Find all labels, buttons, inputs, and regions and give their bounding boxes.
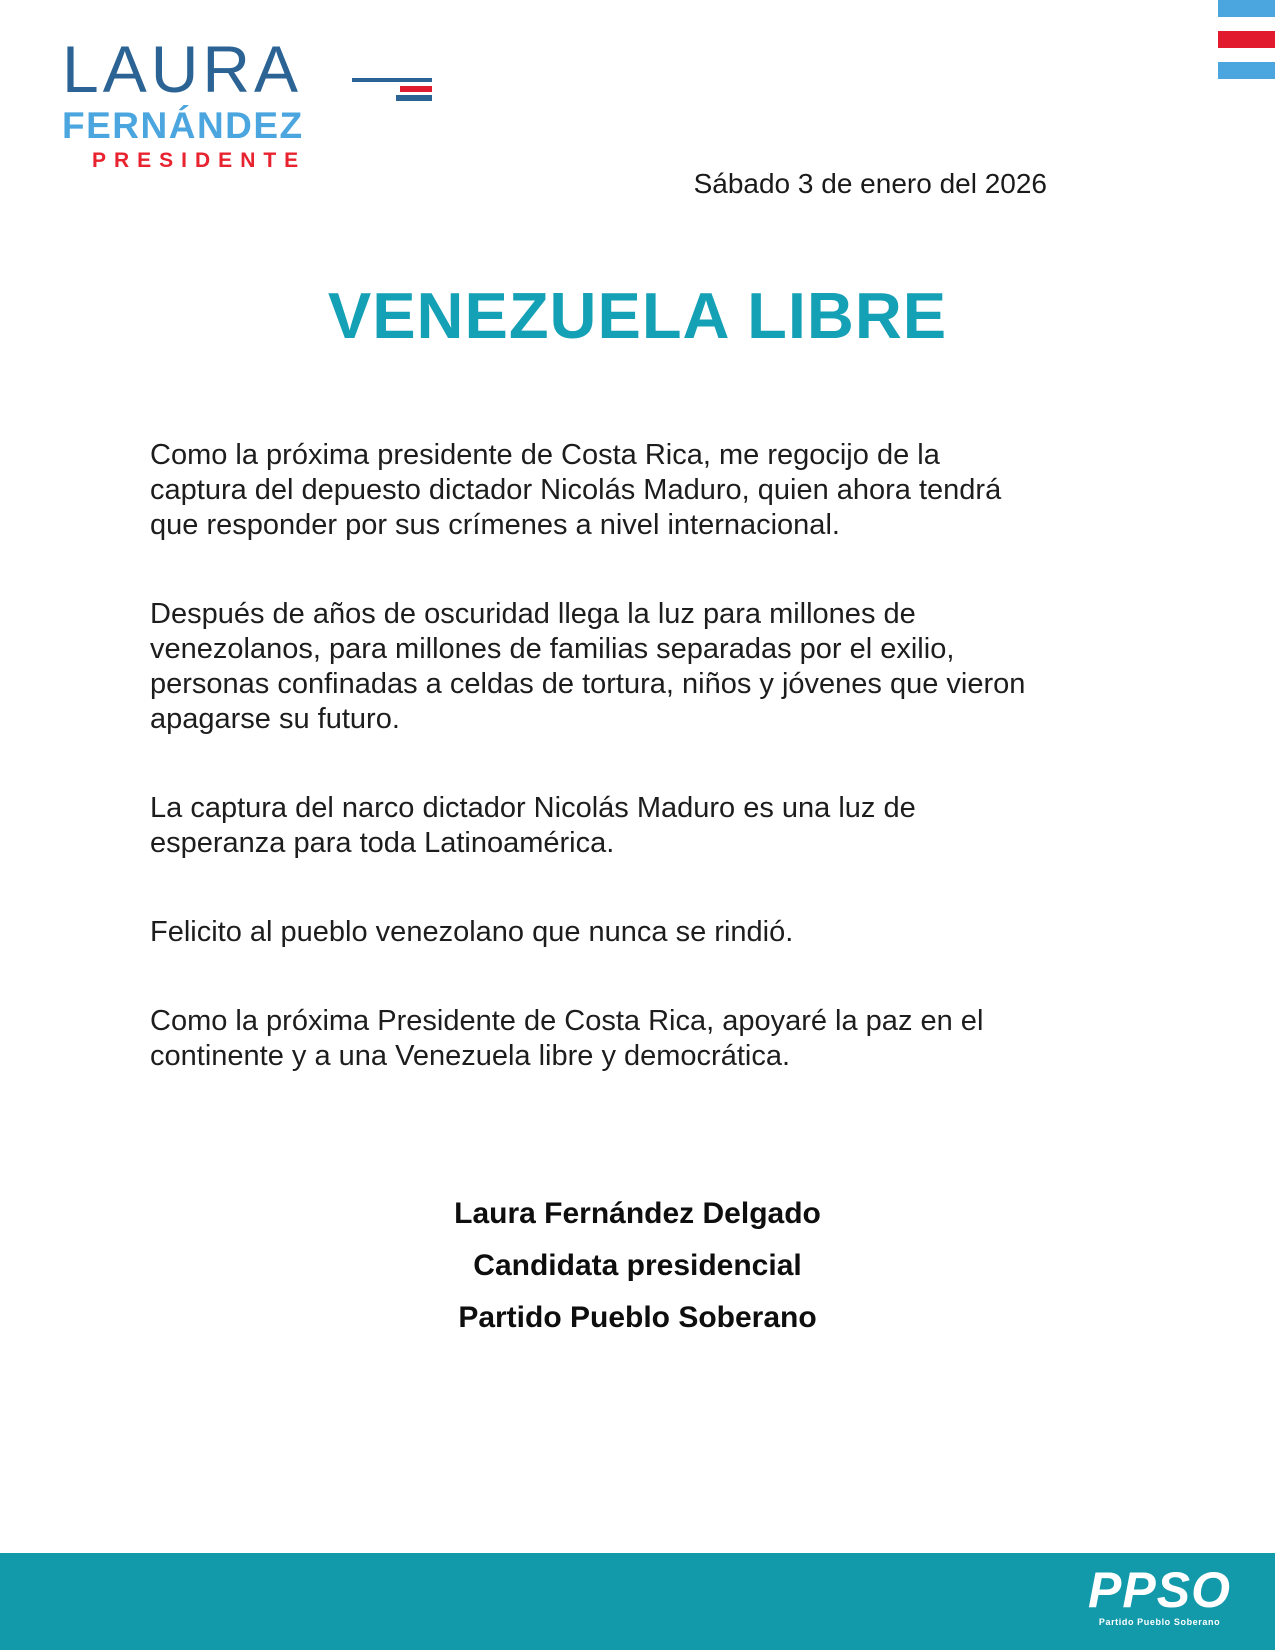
logo-surname-text: FERNÁNDEZ — [62, 105, 304, 146]
logo-role-text: PRESIDENTE — [92, 149, 307, 172]
flag-stripes-icon — [1218, 0, 1275, 93]
footer-band — [0, 1553, 1275, 1650]
paragraph-1: Como la próxima presidente de Costa Rica, me regocijo de la captura del depuesto dictador Nicolás Maduro, quien ahora tendrá que responder por sus crímenes a nivel internacional. — [150, 439, 1002, 541]
signature-role: Candidata presidencial — [473, 1249, 802, 1282]
logo-crossbar-shape — [352, 78, 432, 82]
logo-equals-blue-bar — [396, 95, 432, 101]
signature-block — [0, 1196, 1275, 1352]
logo-equals-red-bar — [400, 86, 432, 92]
party-logo-caption: Partido Pueblo Soberano — [1098, 1617, 1221, 1627]
signature-name: Laura Fernández Delgado — [454, 1197, 821, 1230]
campaign-logo — [62, 32, 382, 173]
logo-name-text — [62, 32, 382, 106]
paragraph-2: Después de años de oscuridad llega la luz para millones de venezolanos, para millones de familias separadas por el exilio, personas confinadas a celdas de tortura, niños y jóvenes que vieron apagarse su futuro. — [150, 598, 1026, 735]
paragraph-3: La captura del narco dictador Nicolás Maduro es una luz de esperanza para toda Latinoamérica. — [150, 792, 916, 859]
signature-party: Partido Pueblo Soberano — [458, 1301, 817, 1334]
page-title: VENEZUELA LIBRE — [327, 279, 948, 352]
flag-stripe-red — [1218, 31, 1275, 48]
paragraph-5: Como la próxima Presidente de Costa Rica, apoyaré la paz en el continente y a una Venezuela libre y democrática. — [150, 1005, 984, 1072]
letter-body — [150, 438, 1038, 1128]
date-line: Sábado 3 de enero del 2026 — [693, 168, 1047, 199]
logo-name-label: LAURA — [62, 32, 303, 106]
party-logo — [1088, 1564, 1231, 1628]
party-logo-text: PPSO — [1088, 1562, 1231, 1618]
flag-stripe-blue-top — [1218, 0, 1275, 17]
paragraph-4: Felicito al pueblo venezolano que nunca se rindió. — [150, 916, 794, 948]
flag-stripe-blue-bottom — [1218, 62, 1275, 79]
